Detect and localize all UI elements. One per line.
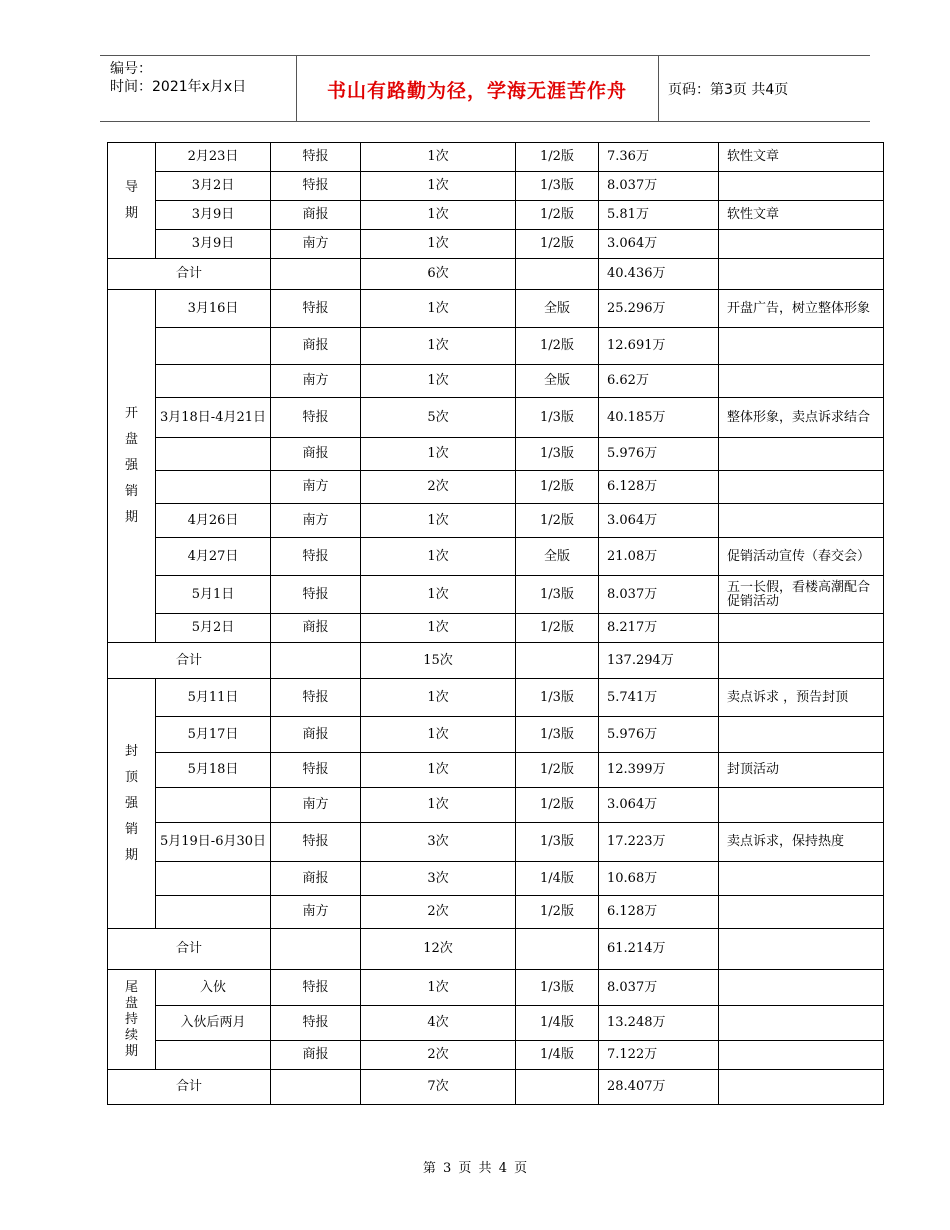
newspaper-cell: 南方 xyxy=(271,230,361,259)
newspaper-cell: 商报 xyxy=(271,862,361,896)
newspaper-cell: 南方 xyxy=(271,504,361,538)
date-cell: 3月9日 xyxy=(156,230,271,259)
table-row xyxy=(108,1006,884,1041)
frequency-cell: 1次 xyxy=(361,504,516,538)
cost-cell: 3.064万 xyxy=(599,230,719,259)
phase-label: 开盘强销期 xyxy=(124,406,138,525)
frequency-cell: 1次 xyxy=(361,438,516,471)
newspaper-cell: 特报 xyxy=(271,679,361,717)
note-cell xyxy=(719,471,884,504)
note-cell: 五一长假，看楼高潮配合促销活动 xyxy=(719,576,884,614)
newspaper-cell: 特报 xyxy=(271,290,361,328)
subtotal-label: 合计 xyxy=(108,259,271,290)
date-cell: 5月18日 xyxy=(156,753,271,788)
cost-cell: 17.223万 xyxy=(599,823,719,862)
date-cell: 入伙后两月 xyxy=(156,1006,271,1041)
date-cell: 5月2日 xyxy=(156,614,271,643)
cost-cell: 7.36万 xyxy=(599,143,719,172)
phase-label: 导期 xyxy=(124,179,138,221)
newspaper-cell: 特报 xyxy=(271,143,361,172)
empty-cell xyxy=(271,643,361,679)
media-schedule-table xyxy=(107,142,884,1105)
note-cell xyxy=(719,717,884,753)
note-cell: 促销活动宣传（春交会） xyxy=(719,538,884,576)
frequency-cell: 3次 xyxy=(361,862,516,896)
subtotal-row xyxy=(108,643,884,679)
table-row xyxy=(108,970,884,1006)
empty-cell xyxy=(516,1070,599,1105)
cost-cell: 5.976万 xyxy=(599,438,719,471)
frequency-cell: 2次 xyxy=(361,896,516,929)
ad-size-cell: 1/3版 xyxy=(516,438,599,471)
subtotal-label: 合计 xyxy=(108,929,271,970)
date-cell: 3月9日 xyxy=(156,201,271,230)
subtotal-frequency: 12次 xyxy=(361,929,516,970)
frequency-cell: 1次 xyxy=(361,576,516,614)
ad-size-cell: 1/2版 xyxy=(516,753,599,788)
ad-size-cell: 1/3版 xyxy=(516,679,599,717)
frequency-cell: 1次 xyxy=(361,290,516,328)
newspaper-cell: 商报 xyxy=(271,614,361,643)
document-number-label: 编号： xyxy=(110,61,152,77)
frequency-cell: 2次 xyxy=(361,1041,516,1070)
phase-cell xyxy=(108,679,156,929)
ad-size-cell: 1/2版 xyxy=(516,788,599,823)
cost-cell: 6.62万 xyxy=(599,365,719,398)
ad-size-cell: 1/4版 xyxy=(516,1041,599,1070)
newspaper-cell: 特报 xyxy=(271,538,361,576)
note-cell xyxy=(719,1041,884,1070)
cost-cell: 21.08万 xyxy=(599,538,719,576)
note-cell xyxy=(719,230,884,259)
ad-size-cell: 1/4版 xyxy=(516,1006,599,1041)
ad-size-cell: 全版 xyxy=(516,538,599,576)
note-cell xyxy=(719,614,884,643)
header-divider xyxy=(658,55,659,121)
cost-cell: 6.128万 xyxy=(599,471,719,504)
cost-cell: 3.064万 xyxy=(599,788,719,823)
empty-cell xyxy=(719,929,884,970)
subtotal-row xyxy=(108,1070,884,1105)
table-row xyxy=(108,398,884,438)
note-cell: 软性文章 xyxy=(719,143,884,172)
newspaper-cell: 南方 xyxy=(271,896,361,929)
cost-cell: 8.217万 xyxy=(599,614,719,643)
ad-size-cell: 1/2版 xyxy=(516,614,599,643)
header-motto: 书山有路勤为径，学海无涯苦作舟 xyxy=(326,80,627,102)
note-cell xyxy=(719,862,884,896)
cost-cell: 8.037万 xyxy=(599,576,719,614)
date-cell: 3月16日 xyxy=(156,290,271,328)
date-cell: 4月26日 xyxy=(156,504,271,538)
note-cell xyxy=(719,896,884,929)
frequency-cell: 1次 xyxy=(361,538,516,576)
note-cell xyxy=(719,365,884,398)
date-cell xyxy=(156,471,271,504)
newspaper-cell: 南方 xyxy=(271,365,361,398)
phase-label: 封顶强销期 xyxy=(124,743,138,863)
frequency-cell: 1次 xyxy=(361,717,516,753)
newspaper-cell: 商报 xyxy=(271,328,361,365)
phase-cell xyxy=(108,970,156,1070)
cost-cell: 12.691万 xyxy=(599,328,719,365)
ad-size-cell: 1/2版 xyxy=(516,143,599,172)
cost-cell: 5.976万 xyxy=(599,717,719,753)
note-cell xyxy=(719,172,884,201)
table-row xyxy=(108,471,884,504)
page-footer: 第 3 页 共 4 页 xyxy=(422,1161,528,1176)
frequency-cell: 1次 xyxy=(361,753,516,788)
date-cell xyxy=(156,896,271,929)
subtotal-label: 合计 xyxy=(108,1070,271,1105)
empty-cell xyxy=(719,643,884,679)
newspaper-cell: 特报 xyxy=(271,398,361,438)
newspaper-cell: 商报 xyxy=(271,438,361,471)
document-time-label: 时间：2021年x月x日 xyxy=(110,79,247,95)
cost-cell: 8.037万 xyxy=(599,172,719,201)
date-cell: 3月2日 xyxy=(156,172,271,201)
date-cell xyxy=(156,1041,271,1070)
empty-cell xyxy=(516,929,599,970)
subtotal-frequency: 6次 xyxy=(361,259,516,290)
ad-size-cell: 1/3版 xyxy=(516,172,599,201)
date-cell: 3月18日-4月21日 xyxy=(156,398,271,438)
date-cell: 5月19日-6月30日 xyxy=(156,823,271,862)
frequency-cell: 4次 xyxy=(361,1006,516,1041)
newspaper-cell: 南方 xyxy=(271,788,361,823)
date-cell: 入伙 xyxy=(156,970,271,1006)
frequency-cell: 1次 xyxy=(361,614,516,643)
empty-cell xyxy=(271,1070,361,1105)
empty-cell xyxy=(271,259,361,290)
note-cell: 卖点诉求，保持热度 xyxy=(719,823,884,862)
note-cell: 整体形象，卖点诉求结合 xyxy=(719,398,884,438)
date-cell: 4月27日 xyxy=(156,538,271,576)
date-cell: 2月23日 xyxy=(156,143,271,172)
header-divider xyxy=(296,55,297,121)
table-row xyxy=(108,438,884,471)
table-row xyxy=(108,862,884,896)
table-row xyxy=(108,143,884,172)
ad-size-cell: 1/4版 xyxy=(516,862,599,896)
cost-cell: 3.064万 xyxy=(599,504,719,538)
ad-size-cell: 1/2版 xyxy=(516,328,599,365)
cost-cell: 8.037万 xyxy=(599,970,719,1006)
cost-cell: 12.399万 xyxy=(599,753,719,788)
note-cell: 封顶活动 xyxy=(719,753,884,788)
date-cell xyxy=(156,365,271,398)
cost-cell: 13.248万 xyxy=(599,1006,719,1041)
ad-size-cell: 1/3版 xyxy=(516,398,599,438)
header-page-label: 页码：第3页 共4页 xyxy=(668,82,789,98)
frequency-cell: 1次 xyxy=(361,970,516,1006)
frequency-cell: 1次 xyxy=(361,143,516,172)
table-row xyxy=(108,576,884,614)
subtotal-row xyxy=(108,259,884,290)
ad-size-cell: 1/2版 xyxy=(516,896,599,929)
date-cell xyxy=(156,788,271,823)
table-row xyxy=(108,328,884,365)
frequency-cell: 3次 xyxy=(361,823,516,862)
table-row xyxy=(108,1041,884,1070)
table-row xyxy=(108,753,884,788)
table-row xyxy=(108,538,884,576)
newspaper-cell: 特报 xyxy=(271,576,361,614)
subtotal-cost: 40.436万 xyxy=(599,259,719,290)
ad-size-cell: 1/3版 xyxy=(516,823,599,862)
frequency-cell: 1次 xyxy=(361,201,516,230)
ad-size-cell: 1/2版 xyxy=(516,471,599,504)
newspaper-cell: 特报 xyxy=(271,823,361,862)
cost-cell: 5.81万 xyxy=(599,201,719,230)
frequency-cell: 2次 xyxy=(361,471,516,504)
note-cell xyxy=(719,788,884,823)
ad-size-cell: 1/3版 xyxy=(516,576,599,614)
table-row xyxy=(108,717,884,753)
ad-size-cell: 1/2版 xyxy=(516,504,599,538)
cost-cell: 6.128万 xyxy=(599,896,719,929)
empty-cell xyxy=(719,259,884,290)
newspaper-cell: 南方 xyxy=(271,471,361,504)
date-cell xyxy=(156,328,271,365)
note-cell xyxy=(719,438,884,471)
frequency-cell: 1次 xyxy=(361,328,516,365)
note-cell xyxy=(719,504,884,538)
note-cell xyxy=(719,970,884,1006)
cost-cell: 40.185万 xyxy=(599,398,719,438)
header-top-rule xyxy=(100,55,870,56)
newspaper-cell: 商报 xyxy=(271,717,361,753)
phase-label: 尾盘持续期 xyxy=(124,979,138,1059)
frequency-cell: 1次 xyxy=(361,172,516,201)
table-row xyxy=(108,201,884,230)
table-row xyxy=(108,504,884,538)
frequency-cell: 1次 xyxy=(361,365,516,398)
newspaper-cell: 特报 xyxy=(271,172,361,201)
frequency-cell: 1次 xyxy=(361,788,516,823)
note-cell xyxy=(719,1006,884,1041)
table-row xyxy=(108,172,884,201)
ad-size-cell: 全版 xyxy=(516,365,599,398)
subtotal-row xyxy=(108,929,884,970)
cost-cell: 25.296万 xyxy=(599,290,719,328)
phase-cell xyxy=(108,290,156,643)
ad-size-cell: 全版 xyxy=(516,290,599,328)
date-cell xyxy=(156,438,271,471)
newspaper-cell: 特报 xyxy=(271,753,361,788)
newspaper-cell: 特报 xyxy=(271,1006,361,1041)
table-row xyxy=(108,788,884,823)
empty-cell xyxy=(516,259,599,290)
cost-cell: 10.68万 xyxy=(599,862,719,896)
cost-cell: 5.741万 xyxy=(599,679,719,717)
table-row xyxy=(108,614,884,643)
frequency-cell: 5次 xyxy=(361,398,516,438)
newspaper-cell: 商报 xyxy=(271,201,361,230)
empty-cell xyxy=(719,1070,884,1105)
table-row xyxy=(108,896,884,929)
table-row xyxy=(108,365,884,398)
subtotal-cost: 137.294万 xyxy=(599,643,719,679)
note-cell xyxy=(719,328,884,365)
frequency-cell: 1次 xyxy=(361,230,516,259)
date-cell xyxy=(156,862,271,896)
phase-cell xyxy=(108,143,156,259)
subtotal-cost: 28.407万 xyxy=(599,1070,719,1105)
ad-size-cell: 1/2版 xyxy=(516,230,599,259)
table-row xyxy=(108,290,884,328)
subtotal-label: 合计 xyxy=(108,643,271,679)
date-cell: 5月17日 xyxy=(156,717,271,753)
ad-size-cell: 1/2版 xyxy=(516,201,599,230)
date-cell: 5月1日 xyxy=(156,576,271,614)
subtotal-frequency: 15次 xyxy=(361,643,516,679)
empty-cell xyxy=(516,643,599,679)
table-row xyxy=(108,823,884,862)
table-row xyxy=(108,230,884,259)
header-bottom-rule xyxy=(100,121,870,122)
note-cell: 软性文章 xyxy=(719,201,884,230)
note-cell: 开盘广告，树立整体形象 xyxy=(719,290,884,328)
subtotal-frequency: 7次 xyxy=(361,1070,516,1105)
note-cell: 卖点诉求 ，预告封顶 xyxy=(719,679,884,717)
date-cell: 5月11日 xyxy=(156,679,271,717)
ad-size-cell: 1/3版 xyxy=(516,970,599,1006)
frequency-cell: 1次 xyxy=(361,679,516,717)
ad-size-cell: 1/3版 xyxy=(516,717,599,753)
cost-cell: 7.122万 xyxy=(599,1041,719,1070)
subtotal-cost: 61.214万 xyxy=(599,929,719,970)
newspaper-cell: 商报 xyxy=(271,1041,361,1070)
empty-cell xyxy=(271,929,361,970)
newspaper-cell: 特报 xyxy=(271,970,361,1006)
media-schedule-body xyxy=(108,143,884,1105)
table-row xyxy=(108,679,884,717)
